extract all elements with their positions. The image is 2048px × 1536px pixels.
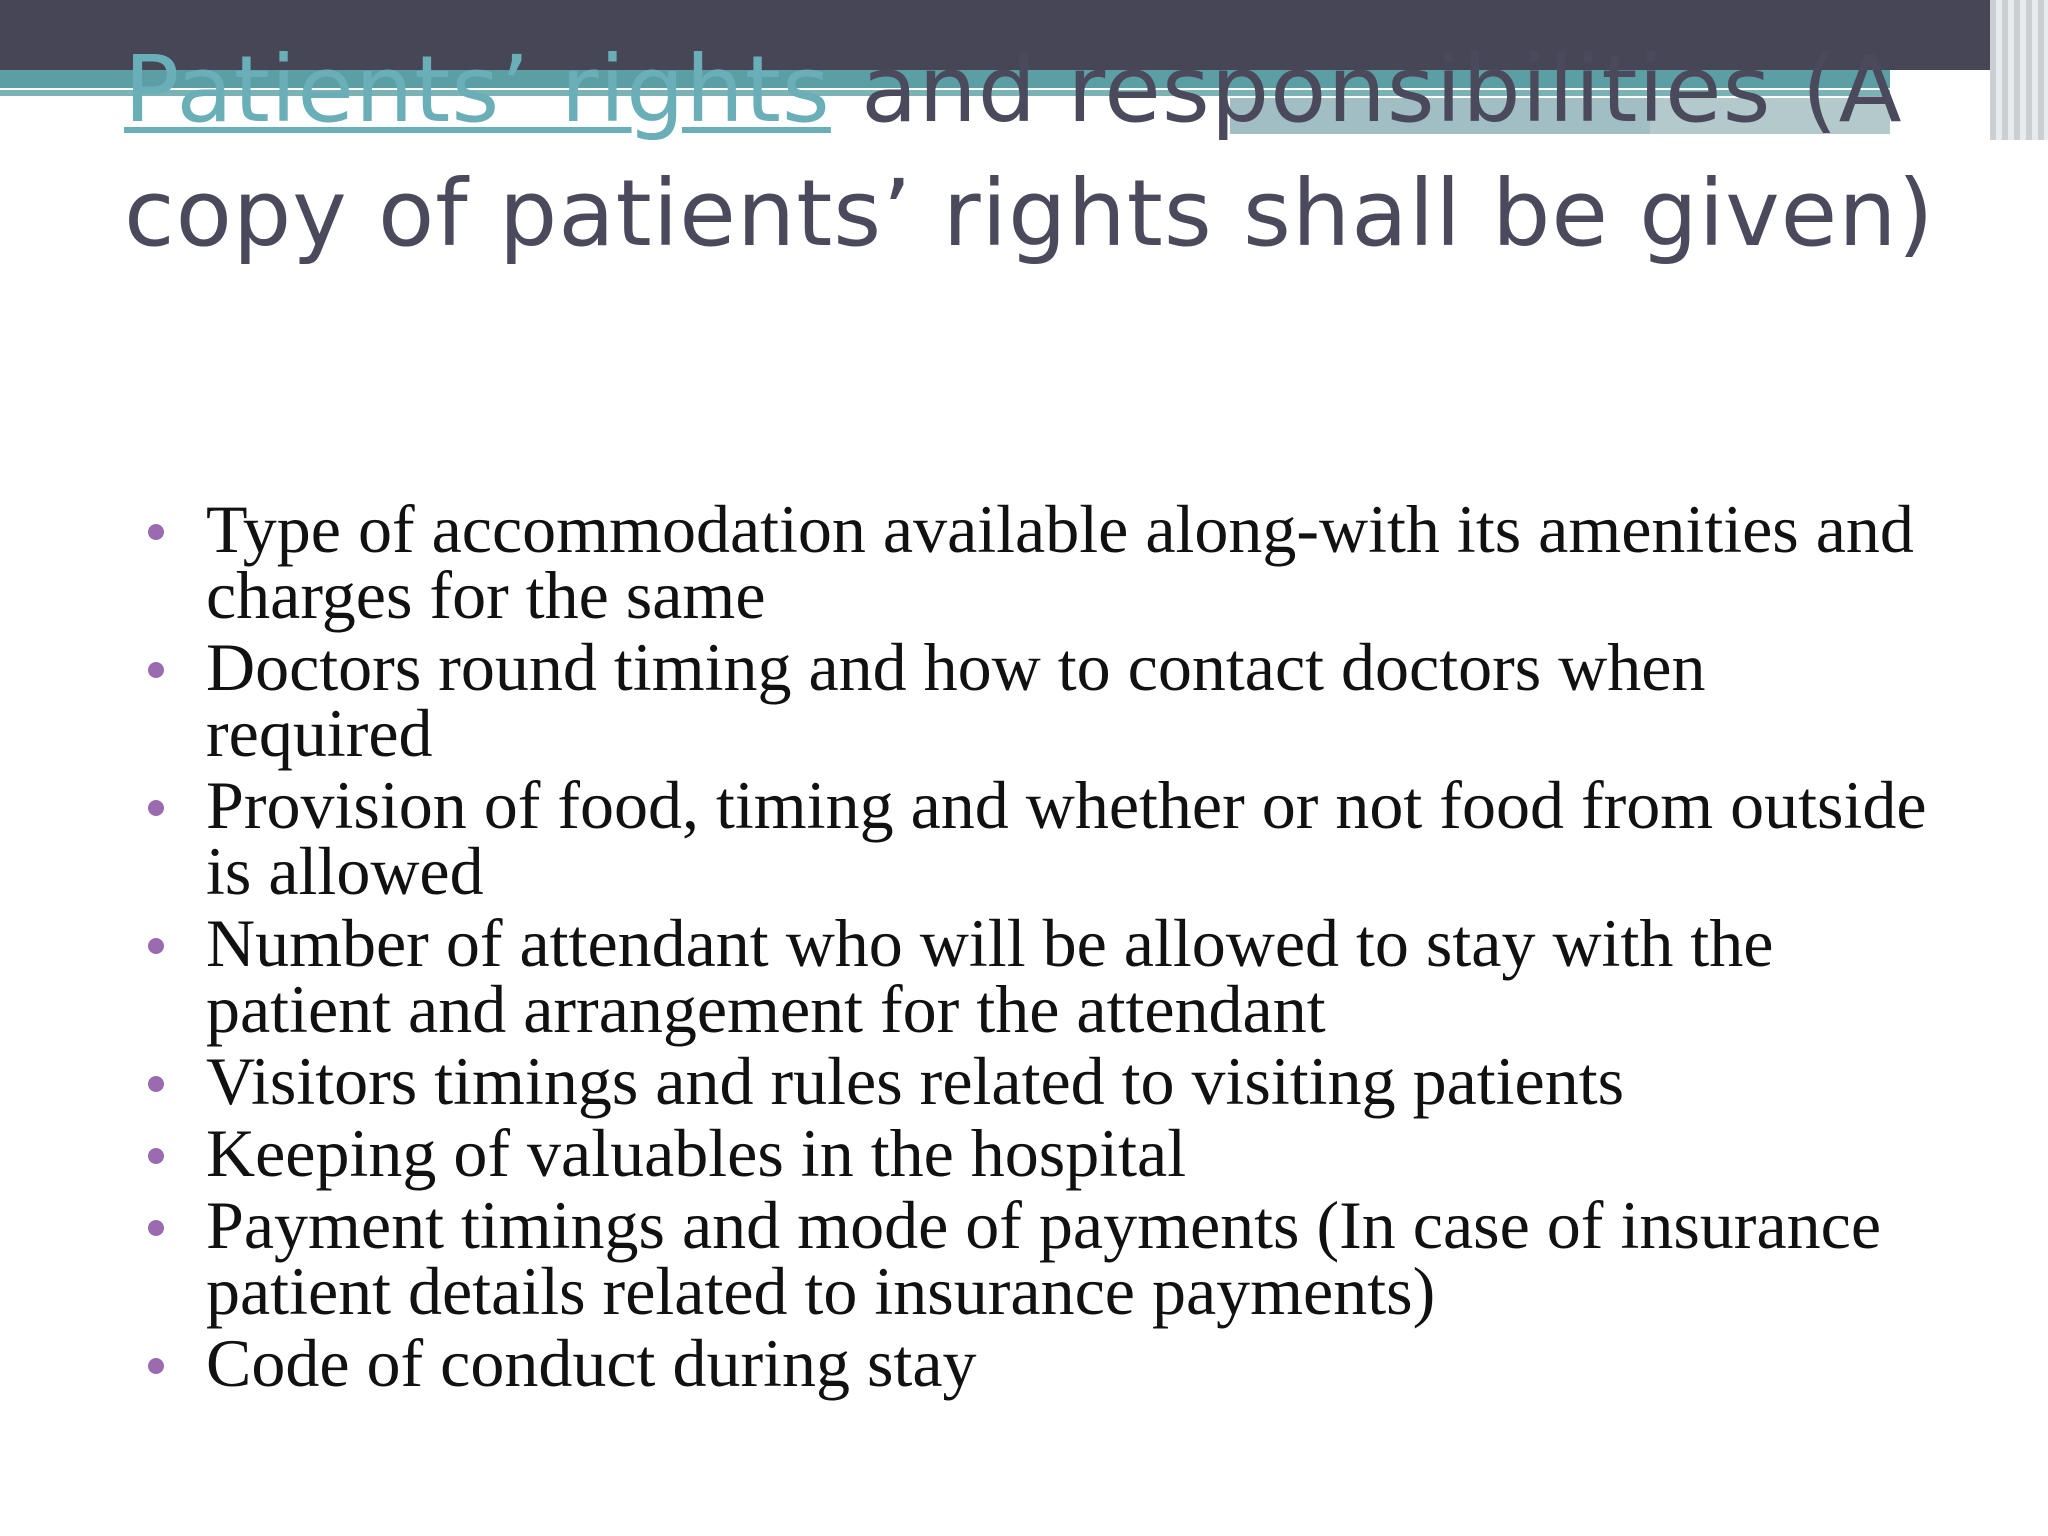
title-text: and responsibilities (A copy of patients’ rights shall be given) (124, 36, 1935, 267)
bullet-text: Provision of food, timing and whether or not food from outside is allowed (206, 767, 1927, 909)
bullet-item (148, 1115, 1948, 1191)
bullet-dot-icon (148, 1076, 164, 1092)
bullet-text: Visitors timings and rules related to visiting patients (206, 1043, 1625, 1119)
bullet-text: Payment timings and mode of payments (In case of insurance patient details related to insurance payments) (206, 1187, 1881, 1329)
bullet-item (148, 905, 1948, 1047)
slide-title (124, 28, 1954, 276)
bullet-text: Keeping of valuables in the hospital (206, 1115, 1187, 1191)
bullet-dot-icon (148, 1148, 164, 1164)
title-link[interactable]: Patients’ rights (124, 36, 831, 143)
bullet-item (148, 767, 1948, 909)
bullet-item (148, 491, 1948, 633)
bullet-item (148, 1043, 1948, 1119)
bullet-dot-icon (148, 1220, 164, 1236)
bullet-text: Code of conduct during stay (206, 1325, 977, 1401)
right-edge-decoration (1990, 0, 2048, 140)
bullet-dot-icon (148, 1358, 164, 1374)
bullet-list (148, 491, 1948, 1402)
bullet-dot-icon (148, 524, 164, 540)
bullet-text: Number of attendant who will be allowed to stay with the patient and arrangement for the attendant (206, 905, 1774, 1047)
bullet-item (148, 629, 1948, 771)
bullet-dot-icon (148, 938, 164, 954)
bullet-text: Doctors round timing and how to contact doctors when required (206, 629, 1706, 771)
bullet-dot-icon (148, 800, 164, 816)
bullet-dot-icon (148, 662, 164, 678)
bullet-text: Type of accommodation available along-with its amenities and charges for the same (206, 491, 1914, 633)
bullet-item (148, 1325, 1948, 1401)
bullet-item (148, 1187, 1948, 1329)
